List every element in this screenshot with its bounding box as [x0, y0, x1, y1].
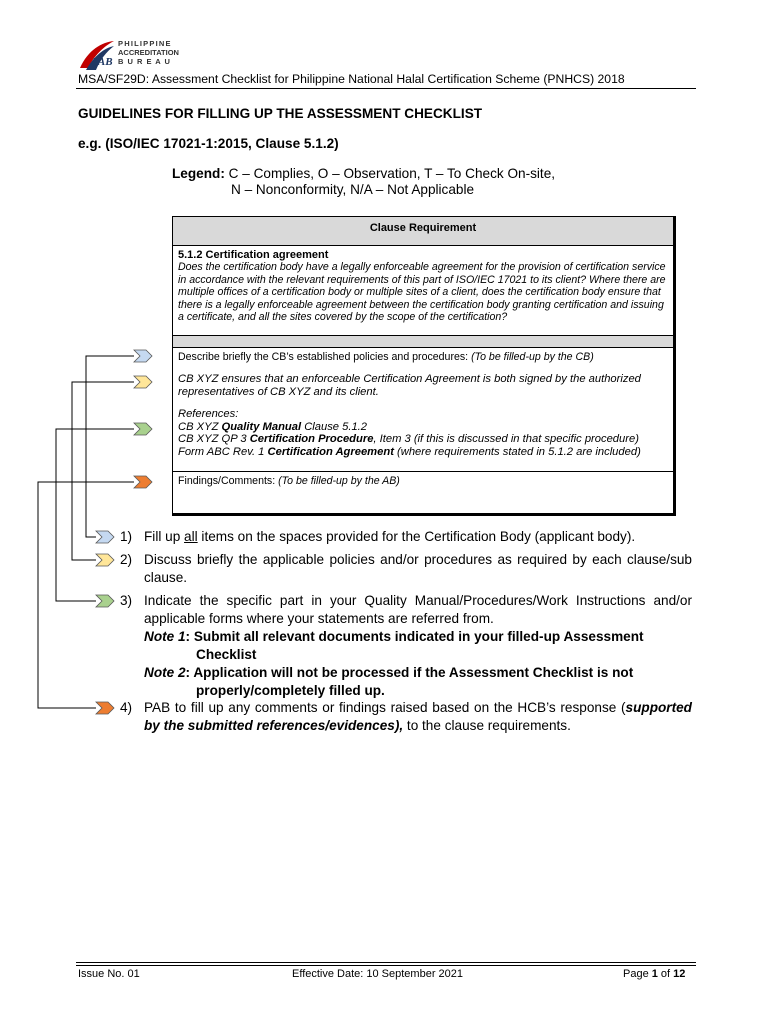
footer-issue: Issue No. 01 — [78, 968, 140, 980]
document-reference: MSA/SF29D: Assessment Checklist for Philippine National Halal Certification Scheme (PNHCS) 2018 — [78, 72, 625, 86]
chevron-icon-step3 — [96, 595, 114, 607]
example-reference: e.g. (ISO/IEC 17021-1:2015, Clause 5.1.2) — [78, 136, 339, 151]
footer-divider-2 — [76, 965, 696, 966]
logo-line-2: ACCREDITATION — [118, 48, 179, 57]
chevron-icon-step2-table — [134, 376, 152, 388]
connector-line-1 — [86, 356, 134, 537]
footer-effective-date: Effective Date: 10 September 2021 — [292, 968, 464, 980]
step-1-text: Fill up all items on the spaces provided for the Certification Body (applicant body). — [144, 529, 636, 544]
cb-prompt: Describe briefly the CB’s established policies and procedures: (To be filled-up by the CB) — [178, 351, 594, 363]
chevron-icon-step2 — [96, 554, 114, 566]
footer-page-number: Page 1 of 12 — [623, 968, 686, 980]
note-2: Note 2: Application will not be processed if the Assessment Checklist is not properly/completely filled up. — [144, 665, 634, 698]
findings-cell: Findings/Comments: (To be filled-up by the AB) — [178, 475, 400, 487]
chevron-icon-step4 — [96, 702, 114, 714]
legend-line-2: N – Nonconformity, N/A – Not Applicable — [231, 182, 475, 197]
step-3-number: 3) — [120, 593, 133, 608]
cb-prompt-note: (To be filled-up by the CB) — [471, 351, 594, 363]
step-2-text: Discuss briefly the applicable policies and/or procedures as required by each clause/sub clause. — [144, 552, 692, 585]
footer-divider — [76, 962, 696, 963]
chevron-icon-step4-table — [134, 476, 152, 488]
note-1: Note 1: Submit all relevant documents indicated in your filled-up Assessment Checklist — [144, 629, 644, 662]
chevron-icon-step1-table — [134, 350, 152, 362]
legend-line-1: C – Complies, O – Observation, T – To Check On-site, — [228, 166, 556, 181]
legend-label: Legend: — [172, 166, 225, 181]
cb-statement: CB XYZ ensures that an enforceable Certification Agreement is both signed by the authorized representatives of CB XYZ and its client. — [178, 373, 641, 398]
chevron-icon-step3-table — [134, 423, 152, 435]
clause-question: Does the certification body have a legally enforceable agreement for the provision of certification service in accordance with the relevant requirements of this part of ISO/IEC 17021 to its client? Where there are multiple offices of a certification body or multiple sites of a client, does the certification body ensure that there is a legally enforceable agreement between the certification body granting certification and issuing a certificate, and all the sites covered by the scope of the certification? — [178, 261, 666, 324]
pab-logo-mark: PAB — [92, 56, 113, 68]
step-1-number: 1) — [120, 529, 133, 544]
logo-line-3: B U R E A U — [118, 57, 171, 66]
reference-2: CB XYZ QP 3 Certification Procedure, Item 3 (if this is discussed in that specific procedure) — [178, 433, 639, 446]
reference-1: CB XYZ Quality Manual Clause 5.1.2 — [178, 420, 368, 433]
findings-note: (To be filled-up by the AB) — [278, 475, 400, 487]
step-4-text: PAB to fill up any comments or findings raised based on the HCB’s response (supported by the submitted references/evidences), to the clause requirements. — [144, 700, 692, 733]
reference-3: Form ABC Rev. 1 Certification Agreement (where requirements stated in 5.1.2 are included) — [178, 445, 641, 458]
clause-title: 5.1.2 Certification agreement — [178, 249, 329, 261]
references-label: References: — [178, 408, 239, 421]
connector-line-3 — [56, 429, 134, 601]
chevron-icon-step1 — [96, 531, 114, 543]
step-2-number: 2) — [120, 552, 133, 567]
table-header: Clause Requirement — [173, 217, 673, 246]
step-4-number: 4) — [120, 700, 133, 715]
page-heading: GUIDELINES FOR FILLING UP THE ASSESSMENT CHECKLIST — [78, 106, 483, 121]
step-3-text: Indicate the specific part in your Quality Manual/Procedures/Work Instructions and/or applicable forms where your statements are referred from. — [144, 593, 692, 626]
logo-line-1: PHILIPPINE — [118, 39, 172, 48]
